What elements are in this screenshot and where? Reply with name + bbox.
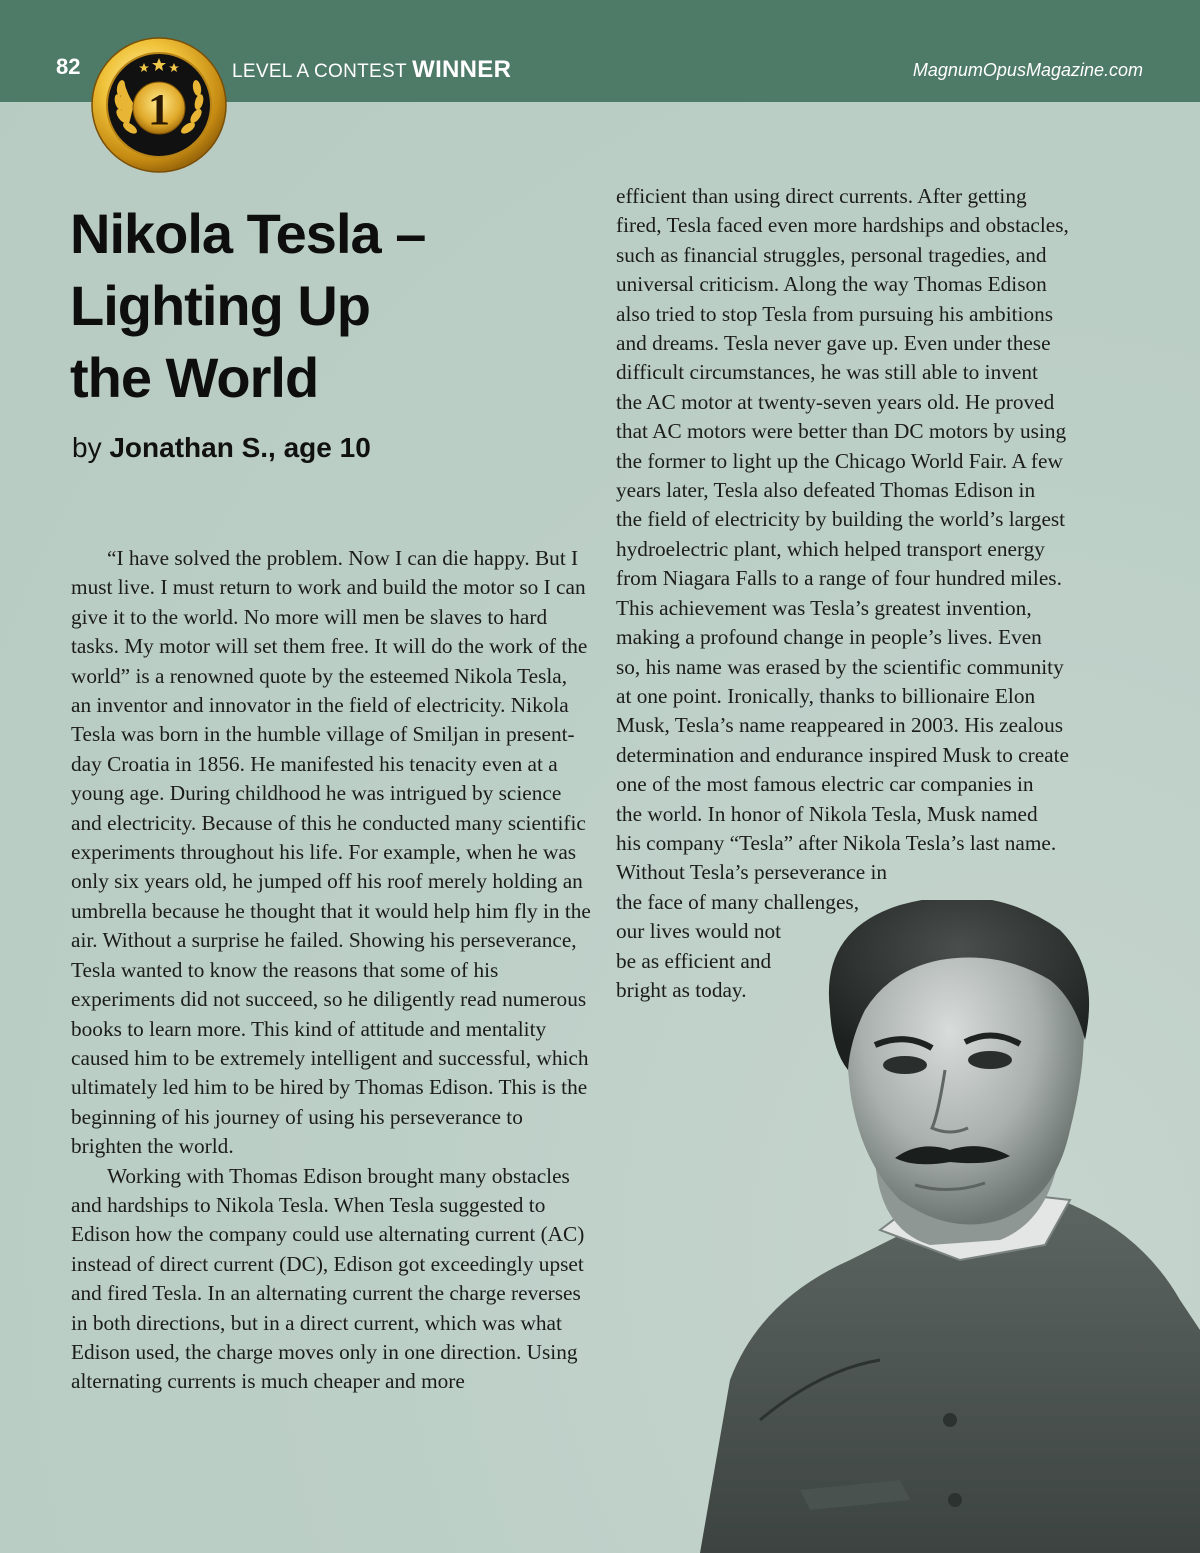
right-line-9: that AC motors were better than DC motors by using: [616, 419, 1067, 444]
medal-numeral: 1: [148, 85, 170, 134]
right-line-2: fired, Tesla faced even more hardships and obstacles,: [616, 213, 1069, 238]
contest-label: [232, 56, 511, 84]
article-title: [70, 198, 570, 414]
byline: [72, 432, 371, 464]
byline-prefix: by: [72, 432, 102, 463]
right-line-22: the world. In honor of Nikola Tesla, Musk named: [616, 801, 1038, 826]
article-column-left: [71, 544, 591, 1397]
title-line-3: the World: [70, 346, 319, 409]
right-line-20: determination and endurance inspired Musk to create: [616, 742, 1069, 767]
author-name: Jonathan S., age 10: [109, 432, 371, 463]
right-line-28: bright as today.: [616, 977, 747, 1002]
right-line-21: one of the most famous electric car companies in: [616, 772, 1034, 797]
title-line-2: Lighting Up: [70, 274, 371, 337]
right-line-23: his company “Tesla” after Nikola Tesla’s last name.: [616, 830, 1057, 855]
right-line-27: be as efficient and: [616, 948, 772, 973]
paragraph-2: Working with Thomas Edison brought many obstacles and hardships to Nikola Tesla. When Tesla suggested to Edison how the company could use alternating current (AC) instead of direct current (DC), Edison got exceedingly upset and fired Tesla. In an alternating current the charge reverses in both directions, but in a direct current, which was what Edison used, the charge moves only in one direction. Using alternating currents is much cheaper and more: [71, 1163, 585, 1394]
right-line-6: and dreams. Tesla never gave up. Even under these: [616, 331, 1051, 356]
site-url: MagnumOpusMagazine.com: [912, 60, 1143, 80]
paragraph-1: “I have solved the problem. Now I can die happy. But I must live. I must return to work and build the motor so I can give it to the world. No more will men be slaves to hard tasks. My motor will set them free. It will do the work of the world” is a renowned quote by the esteemed Nikola Tesla, an inventor and innovator in the field of electricity. Nikola Tesla was born in the humble village of Smiljan in present-day Croatia in 1856. He manifested his tenacity even at a young age. During childhood he was intrigued by science and electricity. Because of this he conducted many scientific experiments throughout his life. For example, when he was only six years old, he jumped off his roof merely holding an umbrella because he thought that it would help him fly in the air. Without a surprise he failed. Showing his perseverance, Tesla wanted to know the reasons that some of his experiments did not succeed, so he diligently read numerous books to learn more. This kind of attitude and mentality caused him to be extremely intelligent and successful, which ultimately led him to be hired by Thomas Edison. This is the beginning of his journey of using his perseverance to brighten the world.: [71, 546, 591, 1159]
page-number: 82: [56, 54, 81, 79]
right-line-16: making a profound change in people’s lives. Even: [616, 625, 1042, 650]
right-line-1: efficient than using direct currents. After getting: [616, 184, 1027, 208]
right-line-3: such as financial struggles, personal tragedies, and: [616, 242, 1047, 267]
title-line-1: Nikola Tesla –: [70, 202, 426, 265]
right-line-4: universal criticism. Along the way Thomas Edison: [616, 272, 1047, 297]
right-line-18: at one point. Ironically, thanks to billionaire Elon: [616, 683, 1036, 708]
right-line-8: the AC motor at twenty-seven years old. He proved: [616, 389, 1055, 414]
right-line-10: the former to light up the Chicago World Fair. A few: [616, 448, 1063, 473]
right-line-5: also tried to stop Tesla from pursuing his ambitions: [616, 301, 1054, 326]
right-line-19: Musk, Tesla’s name reappeared in 2003. His zealous: [616, 713, 1064, 738]
right-line-12: the field of electricity by building the world’s largest: [616, 507, 1066, 532]
gold-medal-laurel-icon: [90, 36, 228, 174]
right-line-14: from Niagara Falls to a range of four hundred miles.: [616, 566, 1062, 591]
right-line-26: our lives would not: [616, 919, 782, 944]
contest-winner: WINNER: [412, 56, 512, 83]
right-line-13: hydroelectric plant, which helped transport energy: [616, 536, 1045, 561]
right-line-24: Without Tesla’s perseverance in: [616, 860, 888, 885]
right-line-25: the face of many challenges,: [616, 889, 860, 914]
article-column-right: [616, 182, 1126, 1005]
right-line-15: This achievement was Tesla’s greatest invention,: [616, 595, 1032, 620]
right-line-11: years later, Tesla also defeated Thomas Edison in: [616, 478, 1036, 503]
right-line-7: difficult circumstances, he was still able to invent: [616, 360, 1038, 385]
right-line-17: so, his name was erased by the scientific community: [616, 654, 1064, 679]
contest-prefix: LEVEL A CONTEST: [232, 61, 407, 82]
